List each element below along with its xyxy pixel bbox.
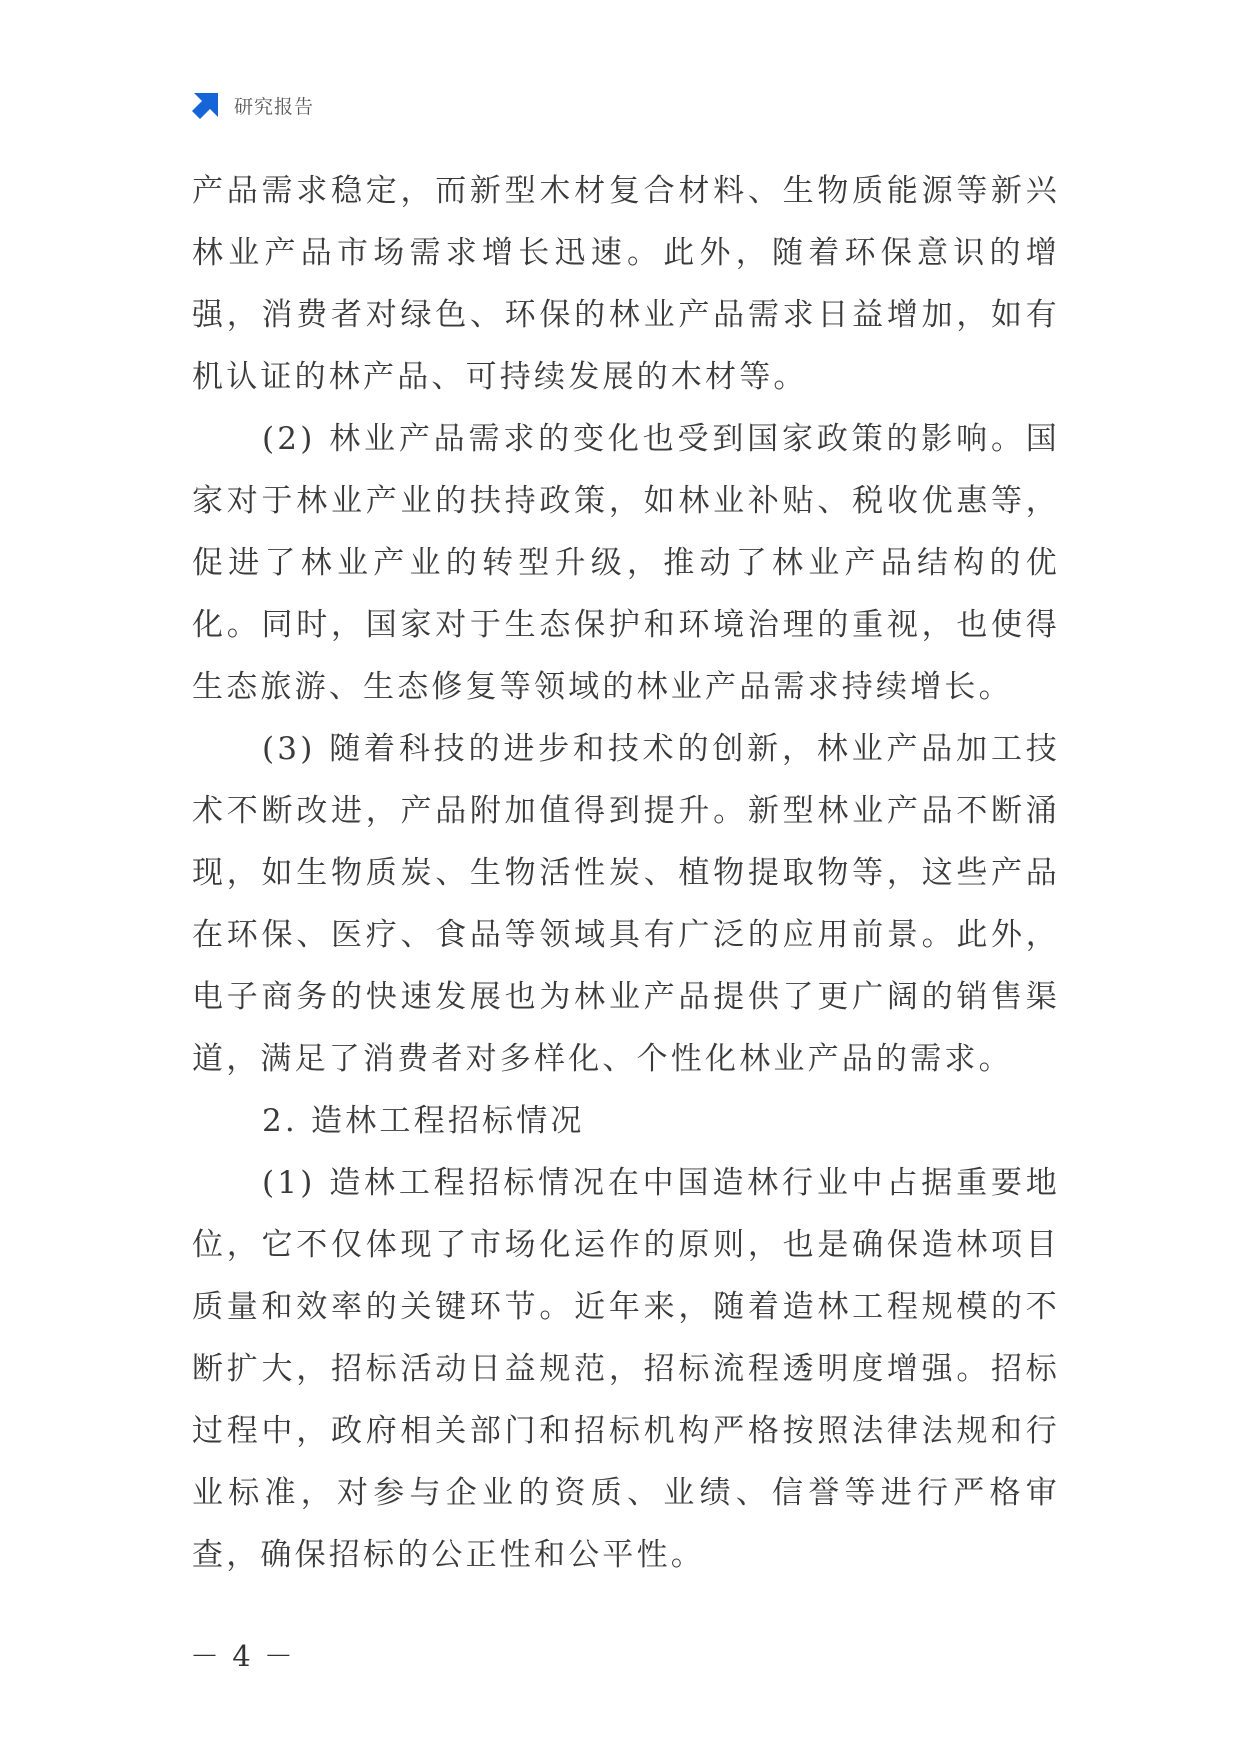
page-number: － 4 － [190,1639,295,1673]
arrow-up-right-icon [190,89,222,121]
page-header [190,88,314,122]
paragraph-continued: 产品需求稳定，而新型木材复合材料、生物质能源等新兴林业产品市场需求增长迅速。此外，随着环保意识的增强，消费者对绿色、环保的林业产品需求日益增加，如有机认证的林产品、可持续发展的木材等。 [192,173,1060,395]
paragraph-technology: (3) 随着科技的进步和技术的创新，林业产品加工技术不断改进，产品附加值得到提升。新型林业产品不断涌现，如生物质炭、生物活性炭、植物提取物等，这些产品在环保、医疗、食品等领域具有广泛的应用前景。此外，电子商务的快速发展也为林业产品提供了更广阔的销售渠道，满足了消费者对多样化、个性化林业产品的需求。 [192,731,1060,1077]
header-title: 研究报告 [234,95,315,118]
section-heading: 2. 造林工程招标情况 [262,1103,585,1139]
document-body [192,160,1060,1586]
paragraph-bidding: (1) 造林工程招标情况在中国造林行业中占据重要地位，它不仅体现了市场化运作的原则，也是确保造林项目质量和效率的关键环节。近年来，随着造林工程规模的不断扩大，招标活动日益规范，招标流程透明度增强。招标过程中，政府相关部门和招标机构严格按照法律法规和行业标准，对参与企业的资质、业绩、信誉等进行严格审查，确保招标的公正性和公平性。 [192,1165,1060,1573]
paragraph-policy-impact: (2) 林业产品需求的变化也受到国家政策的影响。国家对于林业产业的扶持政策，如林业补贴、税收优惠等，促进了林业产业的转型升级，推动了林业产品结构的优化。同时，国家对于生态保护和环境治理的重视，也使得生态旅游、生态修复等领域的林业产品需求持续增长。 [192,421,1060,705]
